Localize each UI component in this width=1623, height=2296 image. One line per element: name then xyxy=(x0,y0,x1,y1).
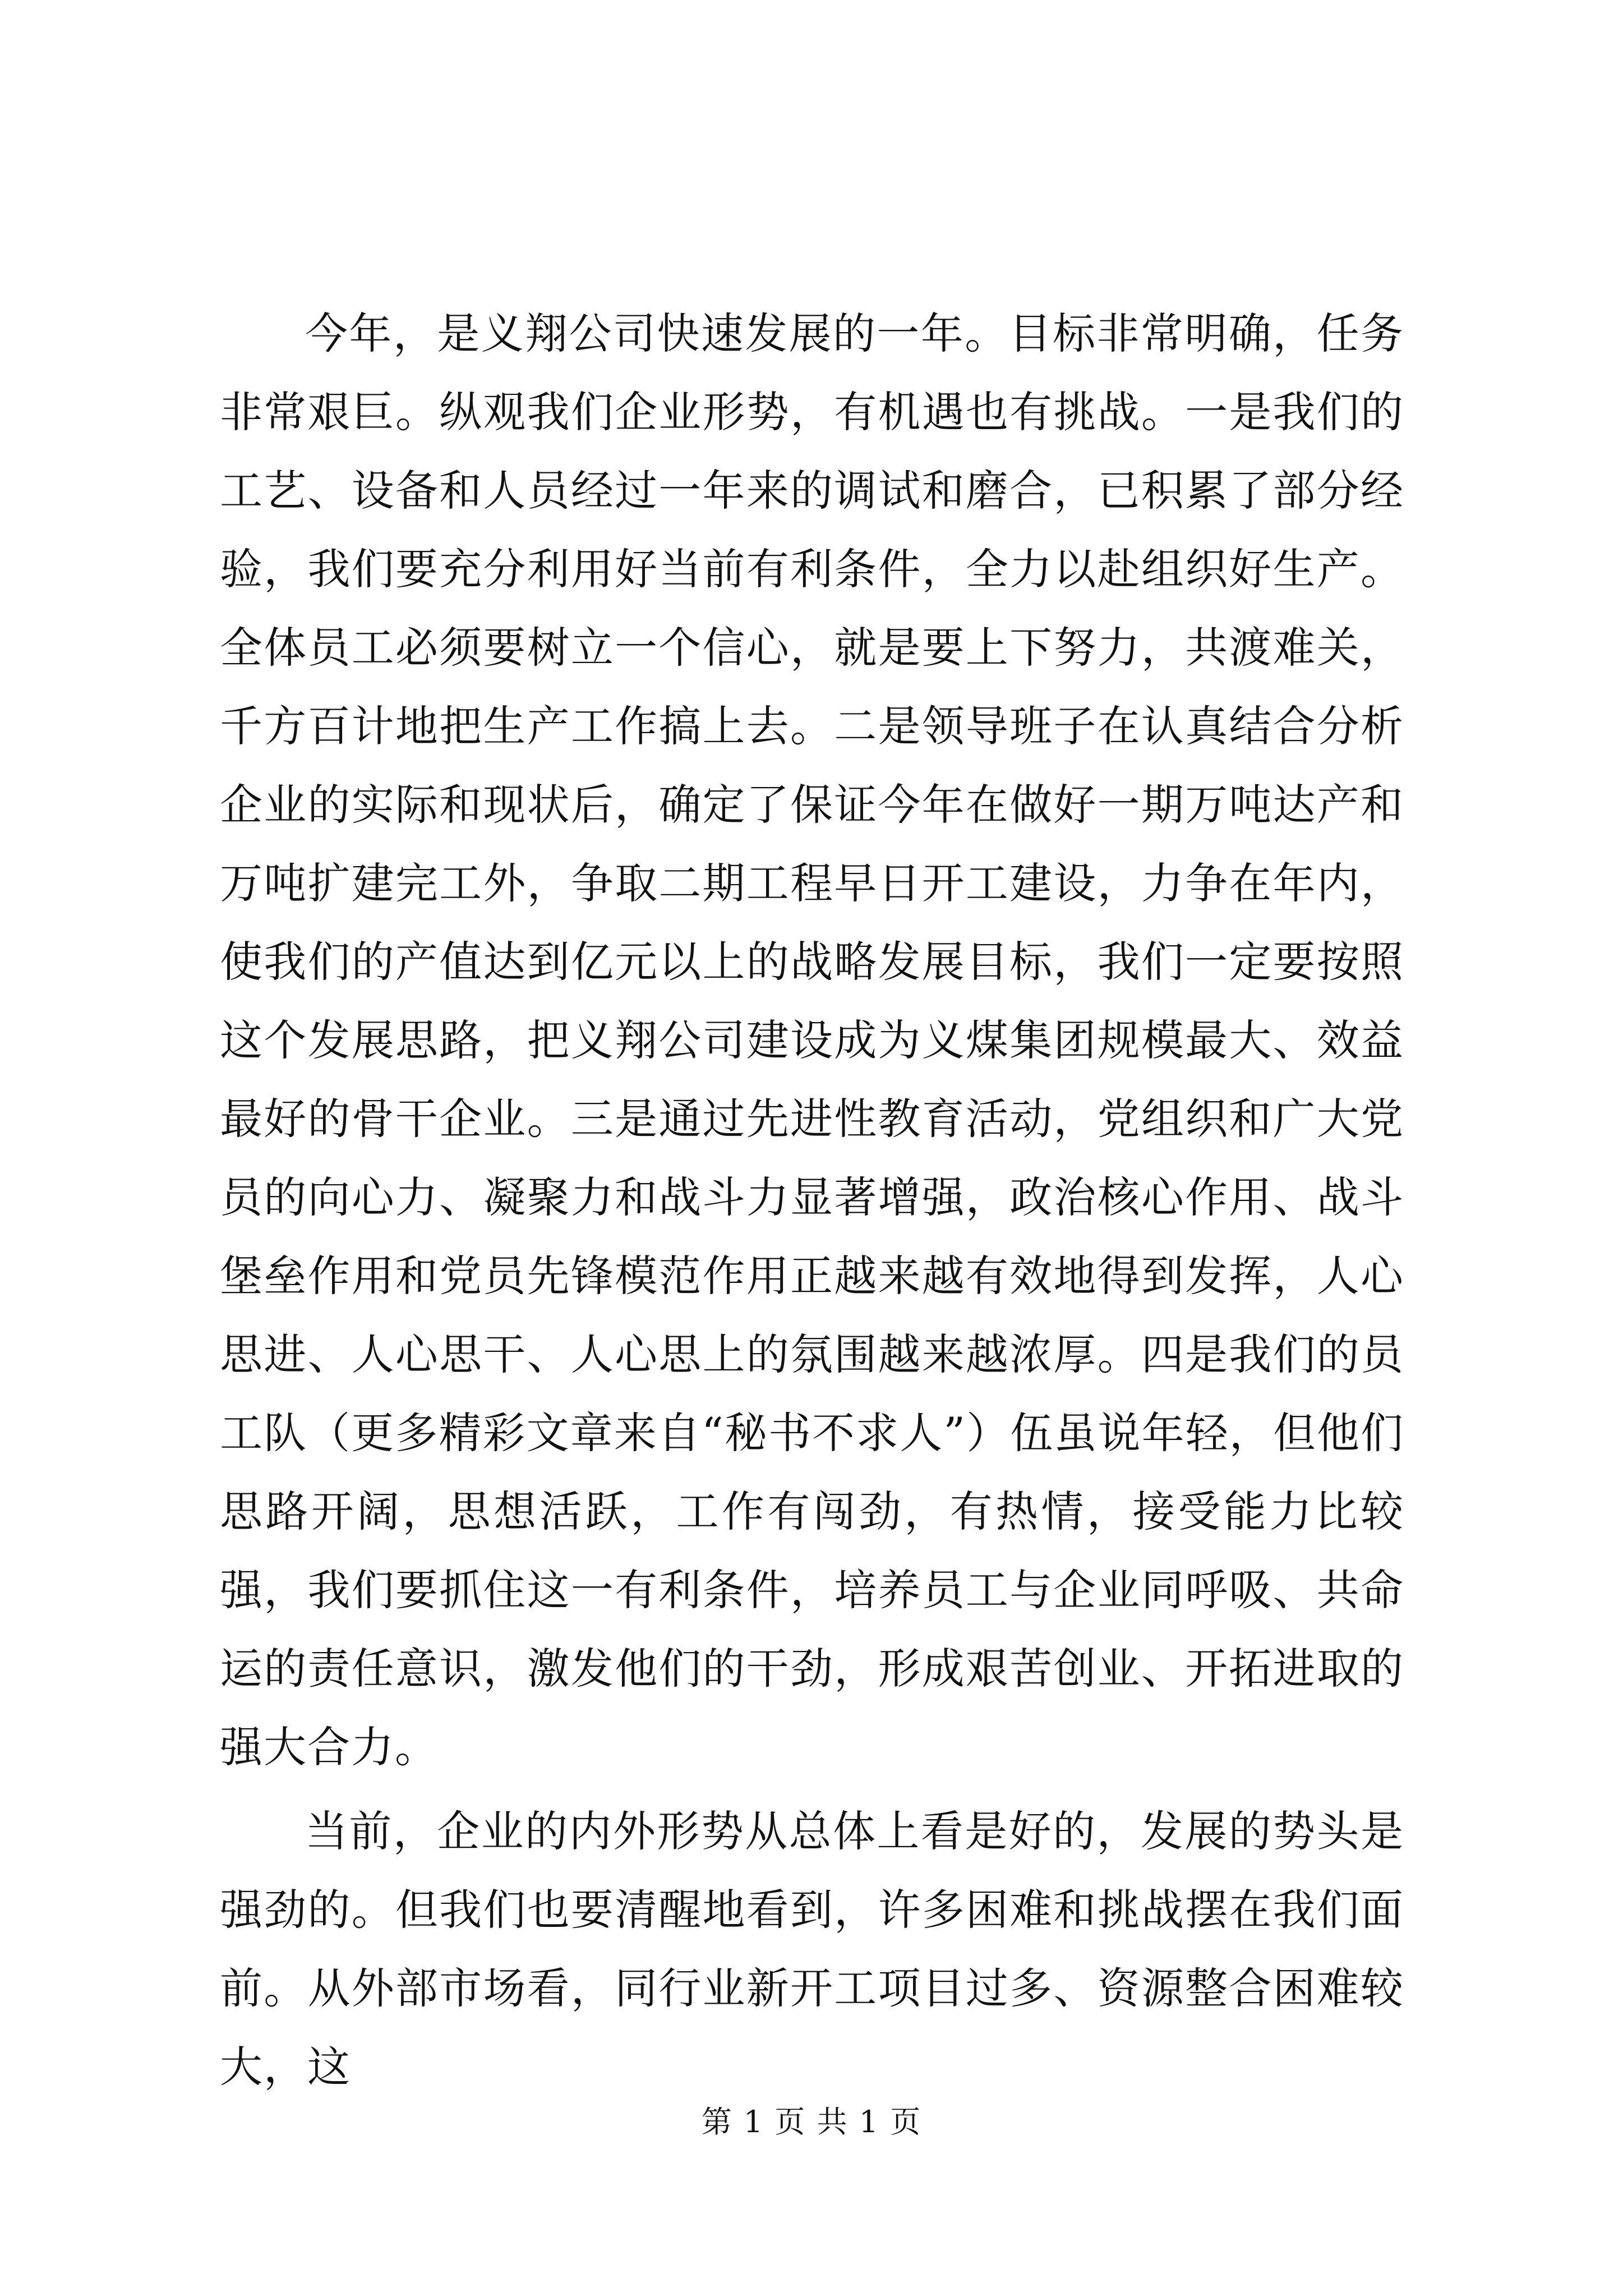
paragraph-1: 今年，是义翔公司快速发展的一年。目标非常明确，任务非常艰巨。纵观我们企业形势，有机遇也有挑战。一是我们的工艺、设备和人员经过一年来的调试和磨合，已积累了部分经验，我们要充分利用好当前有利条件，全力以赴组织好生产。全体员工必须要树立一个信心，就是要上下努力，共渡难关，千方百计地把生产工作搞上去。二是领导班子在认真结合分析企业的实际和现状后，确定了保证今年在做好一期万吨达产和万吨扩建完工外，争取二期工程早日开工建设，力争在年内，使我们的产值达到亿元以上的战略发展目标，我们一定要按照这个发展思路，把义翔公司建设成为义煤集团规模最大、效益最好的骨干企业。三是通过先进性教育活动，党组织和广大党员的向心力、凝聚力和战斗力显著增强，政治核心作用、战斗堡垒作用和党员先锋模范作用正越来越有效地得到发挥，人心思进、人心思干、人心思上的氛围越来越浓厚。四是我们的员工队（更多精彩文章来自“秘书不求人”）伍虽说年轻，但他们思路开阔，思想活跃，工作有闯劲，有热情，接受能力比较强，我们要抓住这一有利条件，培养员工与企业同呼吸、共命运的责任意识，激发他们的干劲，形成艰苦创业、开拓进取的强大合力。 xyxy=(220,309,1404,1772)
document-body xyxy=(220,295,1404,2112)
page-number-footer: 第 1 页 共 1 页 xyxy=(701,2104,922,2139)
paragraph-2: 当前，企业的内外形势从总体上看是好的，发展的势头是强劲的。但我们也要清醒地看到，许多困难和挑战摆在我们面前。从外部市场看，同行业新开工项目过多、资源整合困难较大，这 xyxy=(220,1806,1404,2092)
